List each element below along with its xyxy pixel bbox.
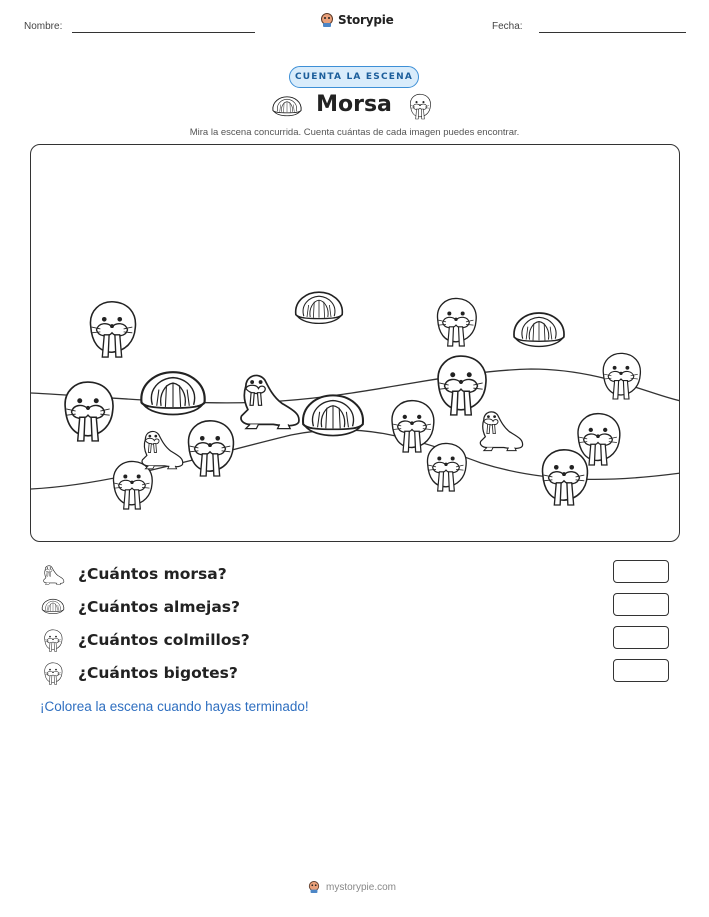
coloring-note: ¡Colorea la escena cuando hayas terminado! (40, 699, 309, 714)
answer-box-walrus[interactable] (613, 560, 669, 583)
walrus-head-8 (427, 443, 466, 491)
answer-box-whiskers[interactable] (613, 659, 669, 682)
question-text: ¿Cuántos bigotes? (78, 664, 238, 682)
clam-2 (514, 313, 564, 346)
instructions: Mira la escena concurrida. Cuenta cuántas de cada imagen puedes encontrar. (189, 127, 520, 138)
storypie-mascot-icon (308, 880, 320, 894)
site-url[interactable]: mystorypie.com (326, 881, 397, 893)
storypie-mascot-icon (320, 12, 334, 28)
clam-3 (141, 372, 204, 414)
walrus-head-6 (438, 356, 486, 415)
date-label: Fecha: (492, 21, 523, 32)
activity-badge: CUENTA LA ESCENA (289, 66, 419, 88)
page-title: Morsa (316, 92, 392, 117)
question-text: ¿Cuántos colmillos? (78, 631, 250, 649)
whiskers-icon (40, 661, 66, 685)
scene-panel (30, 144, 680, 542)
walrus-body-icon (40, 562, 66, 586)
walrus-head-1 (90, 302, 135, 357)
question-clams (40, 594, 240, 620)
question-text: ¿Cuántos morsa? (78, 565, 227, 583)
walrus-body-1 (241, 375, 299, 428)
question-whiskers (40, 660, 238, 686)
walrus-body-2 (142, 431, 183, 468)
answer-box-tusks[interactable] (613, 626, 669, 649)
name-label: Nombre: (24, 21, 63, 32)
question-text: ¿Cuántos almejas? (78, 598, 241, 616)
clam-1 (296, 292, 343, 323)
name-field[interactable] (72, 32, 255, 33)
walrus-head-10 (578, 414, 620, 465)
question-walrus (40, 561, 227, 587)
clam-4 (303, 395, 363, 435)
walrus-head-3 (189, 421, 234, 476)
brand-name: Storypie (338, 13, 394, 27)
storypie-logo (320, 12, 394, 28)
walrus-head-5 (437, 298, 476, 346)
question-tusks (40, 627, 250, 653)
walrus-body-3 (480, 412, 522, 451)
scene-illustration (31, 145, 680, 542)
walrus-head-9 (603, 353, 640, 399)
walrus-head-icon (407, 92, 433, 120)
footer-site (308, 880, 396, 894)
walrus-head-2 (65, 382, 113, 441)
answer-box-clams[interactable] (613, 593, 669, 616)
walrus-head-11 (543, 450, 588, 505)
clam-icon (270, 94, 304, 120)
tusk-icon (40, 628, 66, 652)
clam-icon (40, 597, 66, 617)
date-field[interactable] (539, 32, 686, 33)
